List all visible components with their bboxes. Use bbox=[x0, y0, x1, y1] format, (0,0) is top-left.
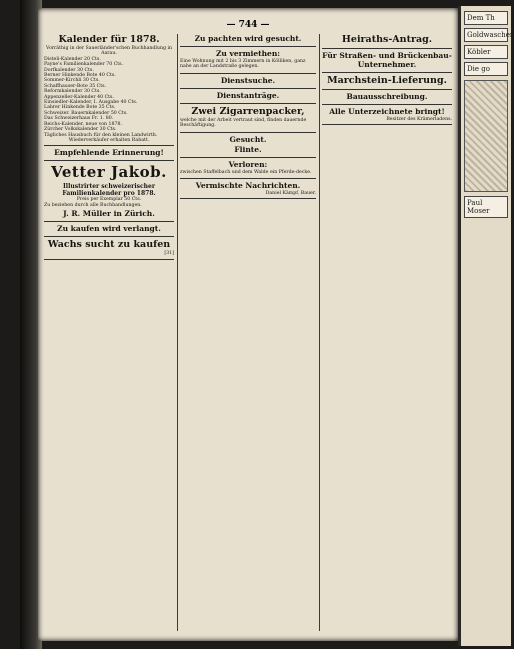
kalender-item: Lahrer Hinkende Bote 35 Cts. bbox=[44, 105, 116, 111]
ad-vermischte-title: Vermischte Nachrichten. bbox=[195, 181, 301, 191]
ad-zigarren bbox=[180, 104, 316, 133]
column-3 bbox=[322, 32, 452, 635]
column-2 bbox=[180, 32, 316, 635]
ad-kalender-intro: Vorräthig in der Sauerländer'schen Buchhandlung in Aarau. bbox=[46, 46, 172, 57]
ad-flinte-title: Flinte. bbox=[234, 144, 262, 154]
ad-kalender bbox=[44, 32, 174, 146]
kalender-item: Reformkalender 30 Cts. bbox=[44, 89, 101, 95]
ad-pacht-title: Zu pachten wird gesucht. bbox=[194, 34, 302, 43]
ad-vetter-line: Zu beziehen durch alle Buchhandlungen. bbox=[44, 202, 142, 208]
kalender-item: Einsiedler-Kalender, I. Ausgabe 40 Cts. bbox=[44, 100, 138, 106]
adjacent-illustration bbox=[464, 80, 508, 192]
kalender-item: Reichs-Kalender, neue von 1878. bbox=[44, 121, 122, 127]
ad-dienstsuche-title: Dienstsuche. bbox=[220, 75, 276, 85]
ad-gesucht bbox=[180, 133, 316, 158]
ad-pacht bbox=[180, 32, 316, 47]
kalender-item: Zürcher Volkskalender 30 Cts. bbox=[44, 127, 117, 133]
ad-marchstein bbox=[322, 73, 452, 90]
adjacent-ad: Die go bbox=[464, 62, 508, 76]
kalender-item: Sommer-Kirchli 30 Cts. bbox=[44, 78, 100, 84]
ad-vetter-title: Vetter Jakob. bbox=[51, 163, 167, 182]
kalender-item: Das Schweizerhaus Fr. 1. 80. bbox=[44, 116, 114, 122]
ad-uhr-sign: Besitzer des Krämerladens. bbox=[386, 117, 452, 122]
page-number: — 744 — bbox=[226, 20, 270, 30]
column-rule bbox=[177, 34, 178, 631]
kalender-item: Disteli-Kalender 20 Cts. bbox=[44, 56, 101, 62]
ad-verloren-title: Verloren: bbox=[228, 159, 268, 169]
ad-dienstantraege bbox=[180, 89, 316, 104]
adjacent-ad: Goldwaschen bbox=[464, 28, 508, 42]
ad-verloren bbox=[180, 158, 316, 179]
kalender-item: Appenzeller-Kalender 40 Cts. bbox=[44, 94, 114, 100]
ad-vermiethen-title: Zu vermiethen: bbox=[215, 49, 281, 58]
ad-kaufen-title: Zu kaufen wird verlangt. bbox=[57, 224, 161, 234]
ad-heirath-title: Heiraths-Antrag. bbox=[341, 34, 433, 45]
kalender-item: Schaffhauser-Bote 35 Cts. bbox=[44, 83, 107, 89]
ad-vermiethen-body: Eine Wohnung mit 2 bis 3 Zimmern in Kölliken, ganz nahe an der Landstraße gelegen. bbox=[180, 59, 306, 70]
column-rule bbox=[319, 34, 320, 631]
ad-vetter-jakob bbox=[44, 161, 174, 222]
adjacent-page-text bbox=[461, 6, 514, 223]
ad-uhr-title: Alle Unterzeichnete bringt! bbox=[329, 107, 445, 116]
ad-vermiethen bbox=[180, 47, 316, 74]
kalender-item: Tägliches Hausbuch für den kleinen Landwirth. bbox=[44, 132, 158, 138]
ad-vermischte-sign: Daniel Kämpf, Bauer. bbox=[265, 191, 316, 197]
kalender-item: Schweizer. Bauernkalender 50 Cts. bbox=[44, 110, 128, 116]
ad-vetter-subtitle: Illustrirter schweizerischer Familienkalender pro 1878. bbox=[62, 183, 156, 198]
ad-kaufen bbox=[44, 222, 174, 237]
ad-strassenbau bbox=[322, 49, 452, 73]
ad-bauaus-title: Bauausschreibung. bbox=[346, 92, 428, 101]
ad-vetter-price: Preis per Exemplar 50 Cts. bbox=[76, 197, 142, 203]
ad-gesucht-title: Gesucht. bbox=[229, 134, 267, 144]
adjacent-ad: Dem Th bbox=[464, 11, 508, 25]
ad-strassenbau-title: Für Straßen- und Brückenbau-Unternehmer. bbox=[322, 51, 452, 69]
ad-empfehlung bbox=[44, 146, 174, 161]
ad-unterzeichnete bbox=[322, 105, 452, 125]
newspaper-page bbox=[38, 8, 458, 641]
ad-empfehlung-title: Empfehlende Erinnerung! bbox=[54, 148, 164, 158]
ad-vetter-publisher: J. R. Müller in Zürich. bbox=[63, 209, 155, 219]
ad-bauausschreibung bbox=[322, 90, 452, 105]
kalender-item: Wiederverkäufer erhalten Rabatt. bbox=[68, 137, 150, 143]
adjacent-page bbox=[458, 6, 514, 646]
adjacent-ad: Köbler bbox=[464, 45, 508, 59]
ad-heirath bbox=[322, 32, 452, 49]
kalender-item: Dorfkalender 30 Cts. bbox=[44, 67, 94, 73]
ad-vermischte bbox=[180, 179, 316, 199]
adjacent-ad: Paul Moser bbox=[464, 196, 508, 218]
ad-zigarren-sub: welche mit der Arbeit vertraut sind, finden dauernde Beschäftigung. bbox=[180, 117, 307, 129]
ad-wachs bbox=[44, 237, 174, 259]
kalender-item: Berner Hinkende Bote 40 Cts. bbox=[44, 73, 116, 79]
ad-dienstantraege-title: Dienstanträge. bbox=[216, 90, 280, 100]
ad-marchstein-title: Marchstein-Lieferung. bbox=[327, 75, 447, 86]
ad-dienstsuche bbox=[180, 74, 316, 89]
ad-kalender-title: Kalender für 1878. bbox=[58, 34, 160, 45]
ad-wachs-title: Wachs sucht zu kaufen bbox=[47, 239, 171, 251]
kalender-item: Payne's Familienkalender 70 Cts. bbox=[44, 62, 124, 68]
column-1 bbox=[44, 32, 174, 635]
ad-zigarren-title: Zwei Zigarrenpacker, bbox=[191, 105, 305, 117]
ad-verloren-sub: zwischen Staffelbach und dem Walde ein Pferde-decke. bbox=[180, 169, 312, 175]
ad-wachs-num: [31] bbox=[164, 251, 174, 257]
